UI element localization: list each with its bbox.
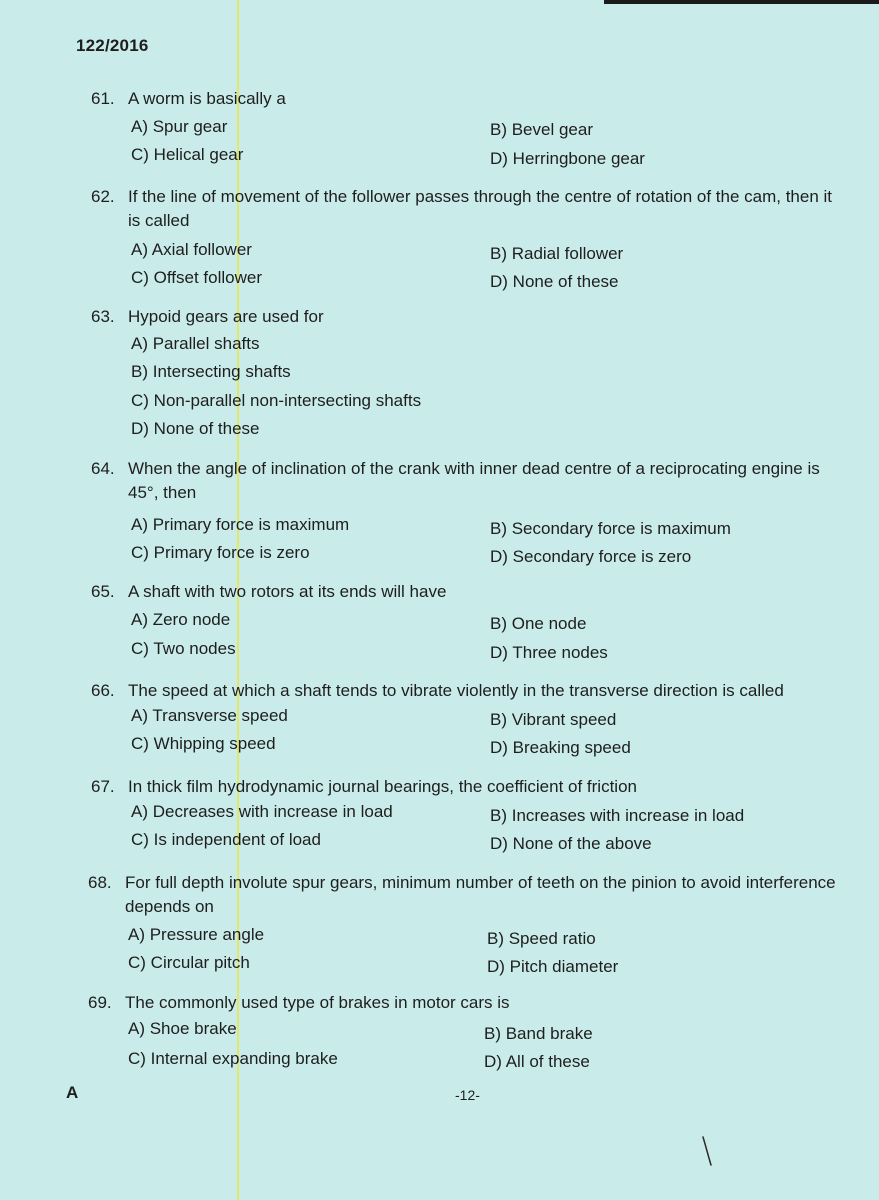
set-label: A bbox=[66, 1083, 79, 1102]
question-text: In thick film hydrodynamic journal bearings, the coefficient of friction bbox=[128, 777, 637, 796]
option-b[interactable]: B) Increases with increase in load bbox=[490, 806, 745, 825]
question-number: 68. bbox=[88, 873, 112, 892]
option-c[interactable]: C) Internal expanding brake bbox=[128, 1049, 338, 1068]
question-text: If the line of movement of the follower passes through the centre of rotation of the cam, then it is called bbox=[128, 187, 833, 230]
option-b[interactable]: B) Radial follower bbox=[490, 244, 624, 263]
option-d[interactable]: D) Breaking speed bbox=[490, 738, 631, 757]
option-a[interactable]: A) Primary force is maximum bbox=[131, 515, 350, 534]
question-text: A shaft with two rotors at its ends will have bbox=[128, 582, 447, 601]
option-b[interactable]: B) Band brake bbox=[484, 1024, 593, 1043]
option-d[interactable]: D) Pitch diameter bbox=[487, 957, 619, 976]
option-a[interactable]: A) Transverse speed bbox=[131, 706, 288, 725]
question-number: 63. bbox=[91, 307, 115, 326]
option-b[interactable]: B) Secondary force is maximum bbox=[490, 519, 731, 538]
question-text: Hypoid gears are used for bbox=[128, 307, 324, 326]
option-d[interactable]: D) None of these bbox=[131, 419, 260, 438]
option-d[interactable]: D) Secondary force is zero bbox=[490, 547, 692, 566]
option-b[interactable]: B) Bevel gear bbox=[490, 120, 593, 139]
page-number: -12- bbox=[455, 1087, 480, 1103]
option-b[interactable]: B) Intersecting shafts bbox=[131, 362, 291, 381]
question-text: For full depth involute spur gears, minimum number of teeth on the pinion to avoid interference depends on bbox=[125, 873, 836, 916]
question-text: The speed at which a shaft tends to vibrate violently in the transverse direction is called bbox=[128, 681, 784, 700]
question-number: 69. bbox=[88, 993, 112, 1012]
option-c[interactable]: C) Offset follower bbox=[131, 268, 263, 287]
question-number: 67. bbox=[91, 777, 115, 796]
question-number: 61. bbox=[91, 89, 115, 108]
option-d[interactable]: D) Herringbone gear bbox=[490, 149, 645, 168]
option-a[interactable]: A) Parallel shafts bbox=[131, 334, 260, 353]
question-text: When the angle of inclination of the crank with inner dead centre of a reciprocating engine is 45°, then bbox=[128, 459, 820, 502]
option-b[interactable]: B) Speed ratio bbox=[487, 929, 596, 948]
option-d[interactable]: D) All of these bbox=[484, 1052, 590, 1071]
option-a[interactable]: A) Pressure angle bbox=[128, 925, 265, 944]
question-number: 64. bbox=[91, 459, 115, 478]
option-c[interactable]: C) Non-parallel non-intersecting shafts bbox=[131, 391, 422, 410]
option-a[interactable]: A) Decreases with increase in load bbox=[131, 802, 393, 821]
question-number: 66. bbox=[91, 681, 115, 700]
pen-mark-icon bbox=[700, 1135, 720, 1171]
option-b[interactable]: B) Vibrant speed bbox=[490, 710, 617, 729]
option-d[interactable]: D) None of the above bbox=[490, 834, 652, 853]
option-c[interactable]: C) Circular pitch bbox=[128, 953, 250, 972]
option-a[interactable]: A) Spur gear bbox=[131, 117, 228, 136]
question-number: 62. bbox=[91, 187, 115, 206]
top-rule bbox=[604, 0, 879, 4]
option-d[interactable]: D) Three nodes bbox=[490, 643, 608, 662]
option-a[interactable]: A) Zero node bbox=[131, 610, 231, 629]
option-c[interactable]: C) Primary force is zero bbox=[131, 543, 310, 562]
option-d[interactable]: D) None of these bbox=[490, 272, 619, 291]
question-text: A worm is basically a bbox=[128, 89, 286, 108]
question-text: The commonly used type of brakes in motor cars is bbox=[125, 993, 510, 1012]
option-c[interactable]: C) Is independent of load bbox=[131, 830, 321, 849]
option-a[interactable]: A) Shoe brake bbox=[128, 1019, 237, 1038]
question-number: 65. bbox=[91, 582, 115, 601]
option-c[interactable]: C) Helical gear bbox=[131, 145, 244, 164]
option-c[interactable]: C) Whipping speed bbox=[131, 734, 276, 753]
option-b[interactable]: B) One node bbox=[490, 614, 587, 633]
option-c[interactable]: C) Two nodes bbox=[131, 639, 236, 658]
paper-code: 122/2016 bbox=[76, 36, 149, 55]
option-a[interactable]: A) Axial follower bbox=[131, 240, 252, 259]
